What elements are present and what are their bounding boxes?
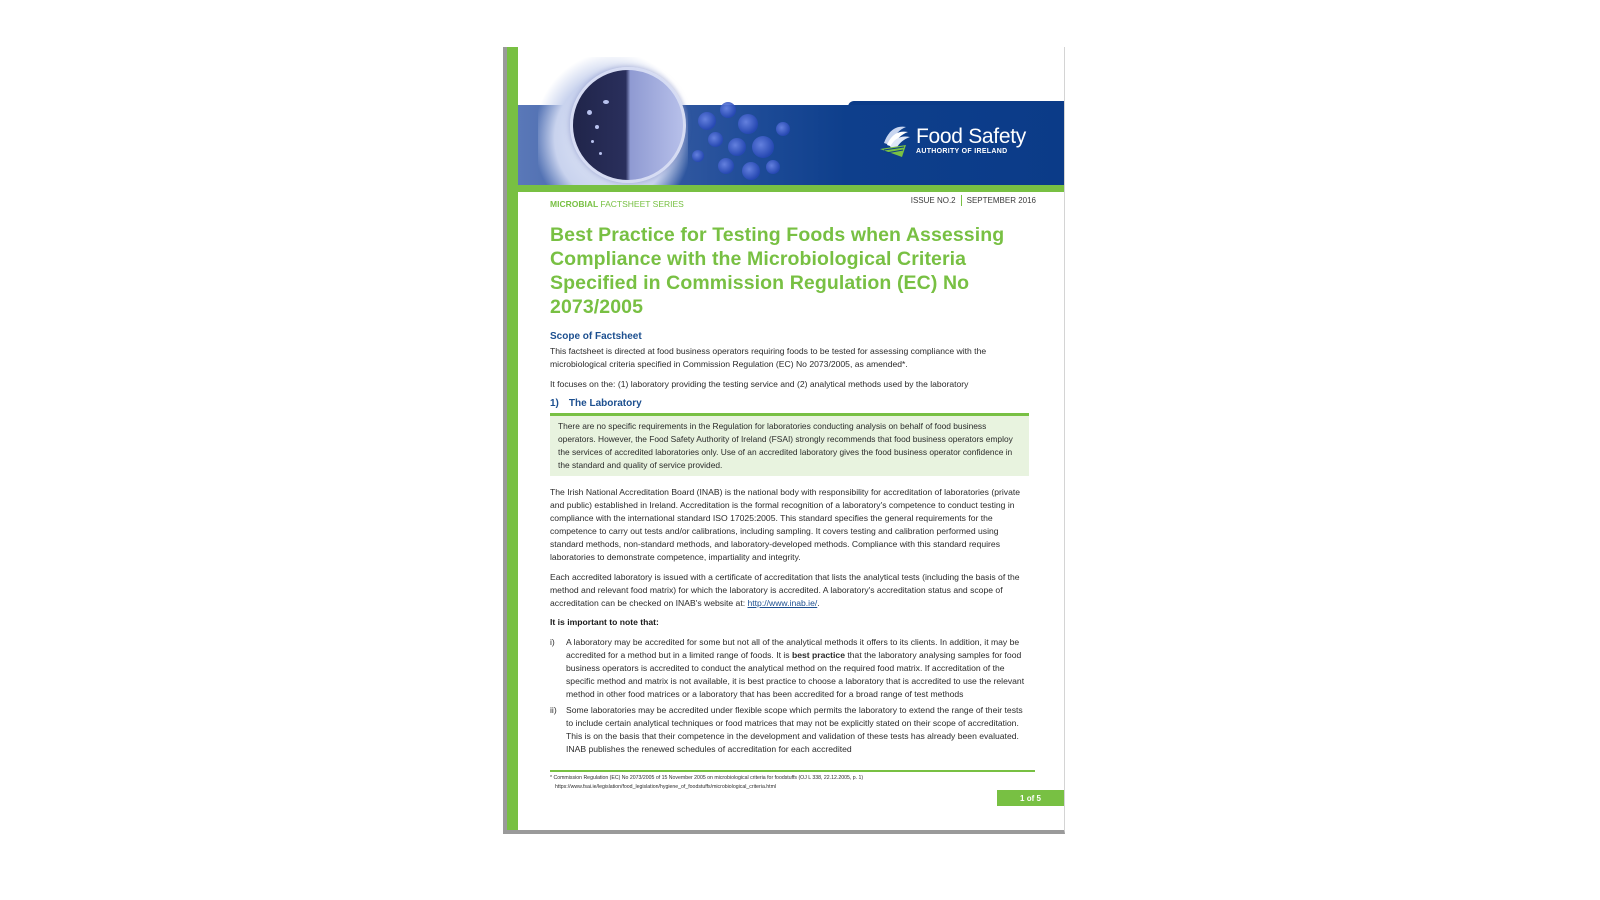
important-heading: It is important to note that: (550, 617, 659, 627)
scope-heading: Scope of Factsheet (550, 331, 642, 342)
fsai-logo-mark-icon (878, 123, 912, 159)
issue-info (911, 195, 1036, 206)
recommendation-box (550, 413, 1029, 476)
brand-title: Food Safety (916, 125, 1026, 148)
brand-subtitle: AUTHORITY OF IRELAND (916, 148, 1008, 155)
footnote (550, 774, 1030, 792)
inab-website-link[interactable]: http://www.inab.ie/ (747, 598, 818, 608)
issue-separator (961, 195, 962, 206)
list-item (550, 704, 1029, 756)
series-row (550, 195, 1036, 215)
certificate-text: Each accredited laboratory is issued with a certificate of accreditation that lists the analytical tests (including the basis of the method and relevant food matrix) for which the laboratory is accredited. A laboratory's accreditation status and scope of accreditation can be checked on INAB's website at: (550, 572, 1020, 608)
list-item-text-after: that the laboratory analysing samples for food business operators is accredited to conduct the analytical method on the required food matrix. If accreditation of the specific method and matrix is not available, it is best practice to choose a laboratory that is accredited to use the relevant method in other food matrices or a laboratory that has been accredited for a broad range of test methods (566, 650, 1025, 699)
certificate-end: . (817, 598, 820, 608)
list-marker: ii) (550, 705, 557, 715)
document-body (550, 193, 1036, 759)
series-label (550, 199, 684, 209)
footnote-divider (550, 770, 1035, 772)
list-item-text: Some laboratories may be accredited under flexible scope which permits the laboratory to extend the range of their tests to include certain analytical techniques or food matrices that may not be explicitly stated on their scope of accreditation. This is on the basis that their competence in the development and validation of these tests has already been evaluated. INAB publishes the renewed schedules of accreditation for each accredited (566, 705, 1023, 754)
series-prefix: MICROBIAL (550, 199, 599, 209)
section-1-title: The Laboratory (568, 398, 642, 409)
section-1-number: 1) (550, 398, 559, 409)
certificate-paragraph (550, 571, 1029, 610)
footnote-citation: * Commission Regulation (EC) No 2073/2005 of 15 November 2005 on microbiological criteria for foodstuffs (OJ L 338, 22.12.2005, p. 1) (550, 775, 864, 781)
section-1-heading (550, 398, 1029, 409)
scope-paragraph-2: It focuses on the: (1) laboratory providing the testing service and (2) analytical methods used by the laboratory (550, 379, 969, 389)
fsai-logo (878, 123, 1026, 159)
scope-paragraph-1: This factsheet is directed at food business operators requiring foods to be tested for assessing compliance with the microbiological criteria specified in Commission Regulation (EC) No 2073/2005, as amended*. (550, 346, 987, 369)
document-title: Best Practice for Testing Foods when Assessing Compliance with the Microbiological Criteria Specified in Commission Regulation (EC) No 2073/2005 (550, 224, 1005, 318)
series-suffix: FACTSHEET SERIES (600, 199, 684, 209)
document-page (503, 47, 1065, 834)
inab-paragraph: The Irish National Accreditation Board (INAB) is the national body with responsibility for accreditation of laboratories (private and public) established in Ireland. Accreditation is the formal recognition of a laboratory's competence to conduct testing in compliance with the international standard ISO 17025:2005. This standard specifies the general requirements for the competence to carry out tests and/or calibrations, including sampling. It covers testing and calibration performed using standard methods, non-standard methods, and laboratory-developed methods. Compliance with this standard requires laboratories to demonstrate competence, impartiality and integrity. (550, 487, 1021, 562)
issue-date: SEPTEMBER 2016 (966, 196, 1036, 205)
petri-dish-image (570, 67, 686, 183)
important-list (550, 636, 1029, 756)
list-item-bold: best practice (791, 650, 845, 660)
issue-number: ISSUE NO.2 (910, 196, 956, 205)
list-marker: i) (550, 637, 555, 647)
header-banner (518, 47, 1064, 193)
list-item-text: A laboratory may be accredited for some but not all of the analytical methods it offers to its clients. In addition, it may be accredited for a method but in a limited range of foods. It is (566, 637, 1020, 660)
left-accent-bar (507, 47, 518, 830)
footnote-url[interactable]: https://www.fsai.ie/legislation/food_legislation/hygiene_of_foodstuffs/microbiological_criteria.html (555, 784, 777, 790)
page-indicator: 1 of 5 (997, 790, 1064, 806)
list-item (550, 636, 1029, 701)
banner-green-rule (518, 185, 1064, 192)
recommendation-text: There are no specific requirements in the Regulation for laboratories conducting analysis on behalf of food business operators. However, the Food Safety Authority of Ireland (FSAI) strongly recommends that food business operators employ the services of accredited laboratories only. Use of an accredited laboratory gives the food business operator confidence in the standard and quality of service provided. (558, 421, 1013, 470)
bacteria-cells-image (688, 102, 848, 192)
